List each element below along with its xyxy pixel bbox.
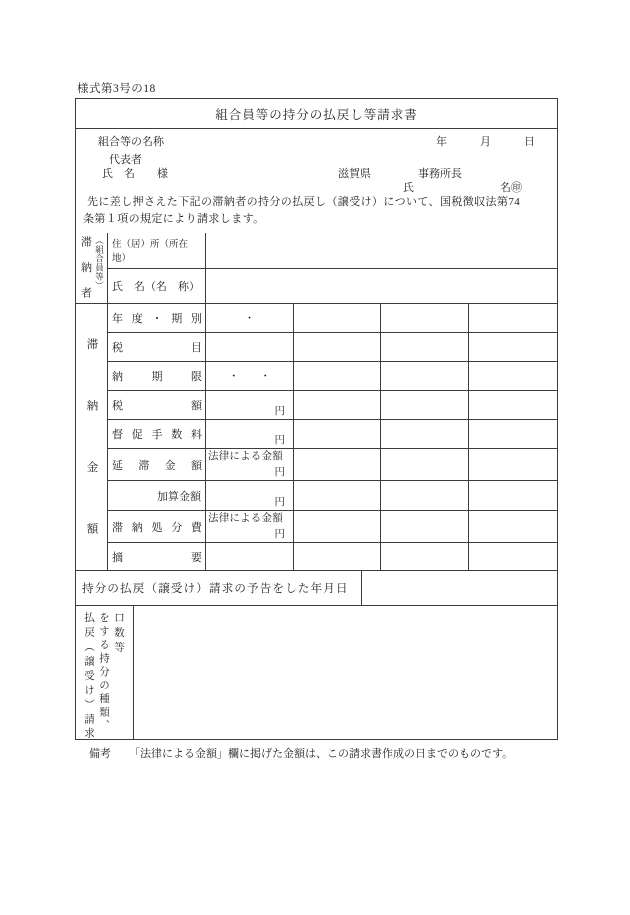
value-cell (206, 481, 294, 510)
notice-date-row (76, 571, 557, 606)
row-delinquent-amount (108, 449, 557, 481)
value-cell (381, 481, 469, 510)
row-label: 摘要 (108, 543, 206, 571)
debtor-side-main: 滞納者 (79, 236, 92, 298)
address-value-cell (206, 233, 557, 268)
header-block (76, 129, 557, 233)
address-label: 住（居）所（所在地） (108, 233, 206, 268)
value-cell (469, 481, 557, 510)
value-cell (294, 362, 381, 390)
prefecture-label: 滋賀県 (338, 168, 371, 180)
given-name-seal-label: 名㊞ (500, 182, 522, 194)
row-label: 滞納処分費 (108, 511, 206, 542)
yen-unit: 円 (274, 467, 285, 478)
value-cell (206, 543, 294, 571)
value-cell (206, 511, 294, 542)
debtor-side-label (76, 233, 108, 303)
form-number: 様式第3号の18 (77, 83, 156, 95)
row-due-date (108, 362, 557, 391)
value-cell (469, 543, 557, 571)
form-box (75, 98, 558, 740)
value-cell (381, 391, 469, 419)
value-cell (381, 304, 469, 332)
name-sama-label: 氏 名 様 (102, 168, 168, 180)
value-cell (381, 543, 469, 571)
arrears-side-label: 滞納金額 (76, 304, 108, 570)
value-cell (294, 391, 381, 419)
row-fiscal-year (108, 304, 557, 333)
value-cell: ・ ・ (206, 362, 294, 390)
row-label: 税額 (108, 391, 206, 419)
row-label: 年度・期別 (108, 304, 206, 332)
date-label: 年 月 日 (436, 136, 535, 148)
row-label: 督促手数料 (108, 420, 206, 448)
value-cell (381, 420, 469, 448)
row-remarks (108, 543, 557, 571)
arrears-table (76, 304, 557, 571)
request-statement-line2: 条第１項の規定により請求します。 (83, 213, 265, 225)
refund-request-value-cell (134, 606, 557, 739)
value-cell (381, 511, 469, 542)
value-cell (294, 304, 381, 332)
value-cell (469, 362, 557, 390)
legal-amount-note: 法律による金額 (208, 513, 283, 524)
surname-label: 氏 (403, 182, 414, 194)
representative-label: 代表者 (109, 154, 142, 166)
row-disposition-cost (108, 511, 557, 543)
value-cell (469, 391, 557, 419)
row-label: 税目 (108, 333, 206, 361)
value-cell (381, 362, 469, 390)
value-cell (469, 304, 557, 332)
value-cell (206, 391, 294, 419)
row-additional-amount (108, 481, 557, 511)
row-demand-fee (108, 420, 557, 449)
side-label-col2: をする持分の種類、 (98, 612, 109, 730)
legal-amount-note: 法律による金額 (208, 451, 283, 462)
org-name-label: 組合等の名称 (98, 136, 164, 148)
notice-date-label: 持分の払戻（譲受け）請求の予告をした年月日 (76, 571, 362, 605)
value-cell: ・ (206, 304, 294, 332)
debtor-address-row (108, 233, 557, 269)
value-cell (294, 543, 381, 571)
debtor-name-row (108, 269, 557, 304)
row-label: 加算金額 (108, 481, 206, 510)
value-cell (294, 449, 381, 480)
name-label: 氏 名（名 称） (108, 269, 206, 304)
value-cell (206, 420, 294, 448)
request-statement-line1: 先に差し押さえた下記の滞納者の持分の払戻し（譲受け）について、国税徴収法第74 (87, 196, 521, 208)
row-label: 延滞金額 (108, 449, 206, 480)
debtor-side-sub: （組合員等） (94, 236, 105, 290)
yen-unit: 円 (274, 435, 285, 446)
value-cell (469, 333, 557, 361)
remarks-note (78, 733, 513, 773)
value-cell (469, 420, 557, 448)
row-tax-item (108, 333, 557, 362)
value-cell (469, 511, 557, 542)
side-label-col3: 口数等 (113, 612, 124, 652)
value-cell (294, 333, 381, 361)
value-cell (294, 481, 381, 510)
yen-unit: 円 (274, 529, 285, 540)
notice-date-value-cell (362, 571, 557, 605)
yen-unit: 円 (274, 497, 285, 508)
row-label: 納期限 (108, 362, 206, 390)
office-head-label: 事務所長 (418, 168, 462, 180)
form-title: 組合員等の持分の払戻し等請求書 (76, 99, 557, 129)
value-cell (206, 333, 294, 361)
debtor-section (76, 233, 557, 304)
row-tax-amount (108, 391, 557, 420)
side-label-col1: 払戻（譲受け）請求 (83, 612, 94, 738)
value-cell (381, 333, 469, 361)
refund-request-side-label (76, 606, 134, 739)
value-cell (206, 449, 294, 480)
value-cell (469, 449, 557, 480)
remarks-text: 「法律による金額」欄に掲げた金額は、この請求書作成の日までのものです。 (129, 748, 514, 760)
yen-unit: 円 (274, 406, 285, 417)
name-value-cell (206, 269, 557, 304)
value-cell (294, 420, 381, 448)
refund-request-section (76, 606, 557, 739)
value-cell (294, 511, 381, 542)
remarks-label: 備考 (89, 748, 111, 760)
value-cell (381, 449, 469, 480)
